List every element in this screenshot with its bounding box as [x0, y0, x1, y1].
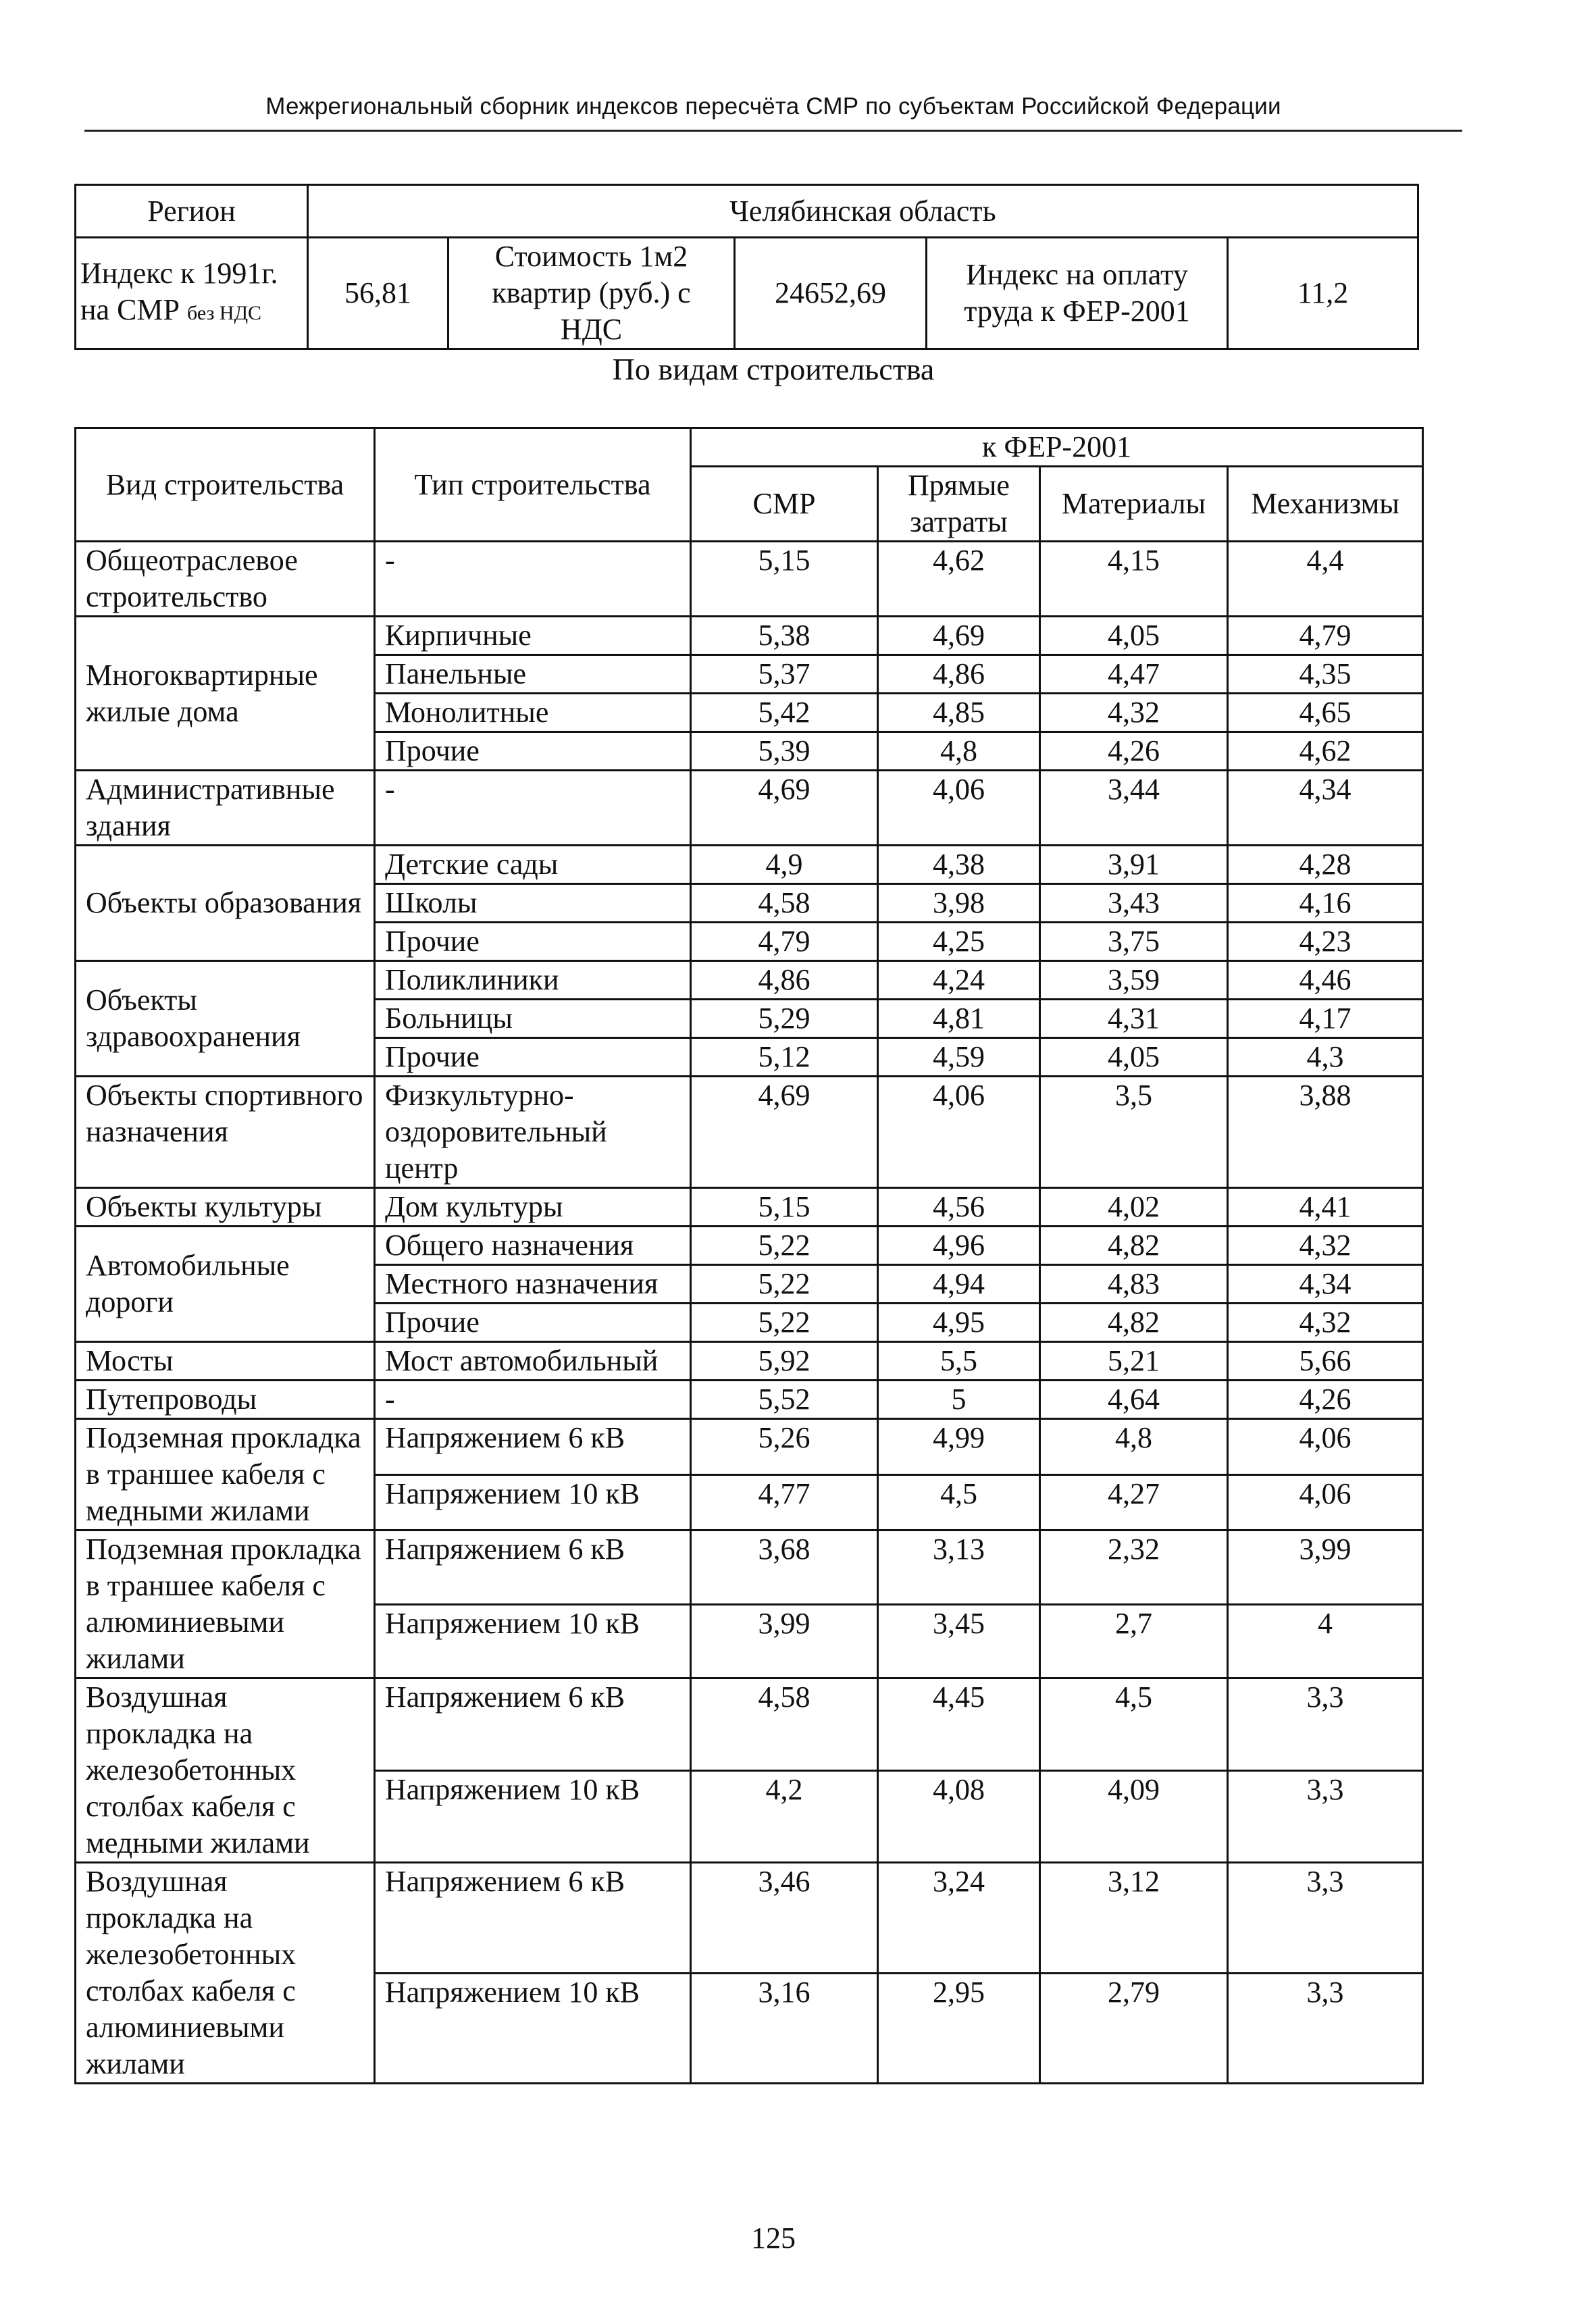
direct-index-cell: 4,45: [878, 1678, 1040, 1771]
materials-index-cell: 4,82: [1040, 1227, 1228, 1265]
smr-index-cell: 5,26: [691, 1419, 878, 1475]
smr-index-cell: 3,68: [691, 1531, 878, 1605]
construction-type-cell: Панельные: [375, 655, 691, 694]
construction-type-cell: Мост автомобильный: [375, 1342, 691, 1381]
table-row: [76, 1227, 1423, 1265]
construction-type-cell: Напряжением 10 кВ: [375, 1474, 691, 1531]
header-fer-group: к ФЕР-2001: [691, 428, 1423, 467]
construction-kind-cell: Объекты образования: [76, 846, 375, 961]
machines-index-cell: 4,46: [1228, 961, 1423, 1000]
header-machines: Механизмы: [1228, 467, 1423, 542]
direct-index-cell: 4,06: [878, 771, 1040, 846]
direct-index-cell: 4,06: [878, 1077, 1040, 1188]
machines-index-cell: 4,16: [1228, 884, 1423, 923]
table-row: [76, 1342, 1423, 1381]
direct-index-cell: 4,59: [878, 1038, 1040, 1077]
smr-index-cell: 4,79: [691, 923, 878, 961]
smr-index-cell: 5,37: [691, 655, 878, 694]
cost-label-line1: Стоимость 1м2: [494, 240, 688, 273]
table-row: [76, 771, 1423, 846]
smr-index-cell: 5,22: [691, 1304, 878, 1342]
index-1991-label-suffix: без НДС: [187, 301, 262, 324]
construction-type-cell: Напряжением 10 кВ: [375, 1770, 691, 1863]
materials-index-cell: 3,59: [1040, 961, 1228, 1000]
labor-label-line1: Индекс на оплату: [966, 258, 1188, 291]
direct-index-cell: 3,13: [878, 1531, 1040, 1605]
construction-type-cell: Напряжением 10 кВ: [375, 1973, 691, 2084]
construction-type-cell: Детские сады: [375, 846, 691, 884]
materials-index-cell: 2,32: [1040, 1531, 1228, 1605]
section-subtitle: По видам строительства: [612, 352, 935, 386]
materials-index-cell: 4,31: [1040, 1000, 1228, 1038]
materials-index-cell: 2,7: [1040, 1604, 1228, 1678]
materials-index-cell: 4,32: [1040, 694, 1228, 732]
construction-type-cell: Прочие: [375, 923, 691, 961]
direct-index-cell: 4,5: [878, 1474, 1040, 1531]
smr-index-cell: 4,86: [691, 961, 878, 1000]
materials-index-cell: 4,05: [1040, 617, 1228, 655]
smr-index-cell: 3,99: [691, 1604, 878, 1678]
materials-index-cell: 4,09: [1040, 1770, 1228, 1863]
direct-index-cell: 4,96: [878, 1227, 1040, 1265]
materials-index-cell: 5,21: [1040, 1342, 1228, 1381]
table-row: [76, 846, 1423, 884]
table-row: [76, 1188, 1423, 1227]
direct-index-cell: 5: [878, 1381, 1040, 1419]
smr-index-cell: 5,15: [691, 1188, 878, 1227]
direct-index-cell: 4,24: [878, 961, 1040, 1000]
construction-type-cell: Напряжением 6 кВ: [375, 1678, 691, 1771]
header-smr: СМР: [691, 467, 878, 542]
materials-index-cell: 4,47: [1040, 655, 1228, 694]
machines-index-cell: 4,34: [1228, 771, 1423, 846]
header-direct-costs: Прямые затраты: [878, 467, 1040, 542]
direct-index-cell: 4,94: [878, 1265, 1040, 1304]
table-row: [76, 617, 1423, 655]
construction-type-cell: Больницы: [375, 1000, 691, 1038]
materials-index-cell: 4,8: [1040, 1419, 1228, 1475]
construction-type-cell: -: [375, 542, 691, 617]
construction-kind-cell: Автомобильные дороги: [76, 1227, 375, 1342]
construction-kind-cell: Объекты спортивного назначения: [76, 1077, 375, 1188]
construction-type-cell: Дом культуры: [375, 1188, 691, 1227]
materials-index-cell: 4,05: [1040, 1038, 1228, 1077]
machines-index-cell: 4,35: [1228, 655, 1423, 694]
materials-index-cell: 3,75: [1040, 923, 1228, 961]
machines-index-cell: 4: [1228, 1604, 1423, 1678]
construction-type-cell: Поликлиники: [375, 961, 691, 1000]
construction-type-cell: Напряжением 6 кВ: [375, 1419, 691, 1475]
machines-index-cell: 4,26: [1228, 1381, 1423, 1419]
table-body: [76, 542, 1423, 2084]
construction-kind-cell: Объекты здравоохранения: [76, 961, 375, 1077]
direct-index-cell: 4,85: [878, 694, 1040, 732]
header-type: Тип строительства: [375, 428, 691, 542]
machines-index-cell: 4,62: [1228, 732, 1423, 771]
machines-index-cell: 4,06: [1228, 1419, 1423, 1475]
construction-kind-cell: Общеотраслевое строительство: [76, 542, 375, 617]
smr-index-cell: 4,69: [691, 1077, 878, 1188]
direct-index-cell: 4,38: [878, 846, 1040, 884]
region-value: Челябинская область: [308, 185, 1418, 238]
running-header: Межрегиональный сборник индексов пересчёта СМР по субъектам Российской Федерации: [265, 93, 1281, 120]
construction-type-cell: Местного назначения: [375, 1265, 691, 1304]
table-row: [76, 1678, 1423, 1771]
materials-index-cell: 3,5: [1040, 1077, 1228, 1188]
smr-index-cell: 5,22: [691, 1265, 878, 1304]
materials-index-cell: 4,64: [1040, 1381, 1228, 1419]
index-1991-label-smr: на СМР: [80, 292, 180, 326]
construction-type-cell: Прочие: [375, 1304, 691, 1342]
smr-index-cell: 4,58: [691, 884, 878, 923]
header-kind: Вид строительства: [76, 428, 375, 542]
machines-index-cell: 4,17: [1228, 1000, 1423, 1038]
index-1991-label-line2: [80, 292, 297, 332]
materials-index-cell: 3,91: [1040, 846, 1228, 884]
table-row: [76, 1077, 1423, 1188]
direct-index-cell: 3,45: [878, 1604, 1040, 1678]
materials-index-cell: 4,26: [1040, 732, 1228, 771]
direct-index-cell: 3,98: [878, 884, 1040, 923]
construction-kind-cell: Мосты: [76, 1342, 375, 1381]
smr-index-cell: 5,42: [691, 694, 878, 732]
labor-label-line2: труда к ФЕР-2001: [964, 294, 1190, 328]
smr-index-cell: 5,39: [691, 732, 878, 771]
machines-index-cell: 3,3: [1228, 1678, 1423, 1771]
page-number: 125: [751, 2221, 796, 2255]
smr-index-cell: 5,29: [691, 1000, 878, 1038]
construction-type-cell: Напряжением 6 кВ: [375, 1863, 691, 1974]
materials-index-cell: 2,79: [1040, 1973, 1228, 2084]
index-1991-label: [76, 238, 308, 349]
smr-index-cell: 5,52: [691, 1381, 878, 1419]
materials-index-cell: 4,27: [1040, 1474, 1228, 1531]
materials-index-cell: 4,15: [1040, 542, 1228, 617]
machines-index-cell: 4,32: [1228, 1227, 1423, 1265]
construction-index-table: [74, 427, 1424, 2084]
index-1991-label-line1: Индекс к 1991г.: [80, 256, 278, 290]
materials-index-cell: 4,02: [1040, 1188, 1228, 1227]
machines-index-cell: 4,3: [1228, 1038, 1423, 1077]
direct-index-cell: 4,81: [878, 1000, 1040, 1038]
materials-index-cell: 3,44: [1040, 771, 1228, 846]
direct-index-cell: 4,99: [878, 1419, 1040, 1475]
table-row: [76, 542, 1423, 617]
smr-index-cell: 4,69: [691, 771, 878, 846]
smr-index-cell: 5,12: [691, 1038, 878, 1077]
materials-index-cell: 4,83: [1040, 1265, 1228, 1304]
direct-index-cell: 4,08: [878, 1770, 1040, 1863]
cost-per-m2-value: 24652,69: [735, 238, 927, 349]
direct-index-cell: 5,5: [878, 1342, 1040, 1381]
table-row: [76, 1381, 1423, 1419]
machines-index-cell: 4,41: [1228, 1188, 1423, 1227]
machines-index-cell: 4,32: [1228, 1304, 1423, 1342]
machines-index-cell: 4,28: [1228, 846, 1423, 884]
construction-kind-cell: Воздушная прокладка на железобетонных столбах кабеля с медными жилами: [76, 1678, 375, 1863]
labor-index-value: 11,2: [1228, 238, 1418, 349]
table-row: [76, 1419, 1423, 1475]
direct-index-cell: 4,62: [878, 542, 1040, 617]
machines-index-cell: 4,79: [1228, 617, 1423, 655]
construction-type-cell: Напряжением 6 кВ: [375, 1531, 691, 1605]
index-1991-value: 56,81: [308, 238, 448, 349]
smr-index-cell: 4,58: [691, 1678, 878, 1771]
construction-type-cell: -: [375, 771, 691, 846]
materials-index-cell: 3,12: [1040, 1863, 1228, 1974]
region-label: Регион: [76, 185, 308, 238]
construction-type-cell: Прочие: [375, 1038, 691, 1077]
table-row: [76, 1863, 1423, 1974]
smr-index-cell: 3,16: [691, 1973, 878, 2084]
construction-kind-cell: Многоквартирные жилые дома: [76, 617, 375, 771]
construction-type-cell: Общего назначения: [375, 1227, 691, 1265]
machines-index-cell: 3,88: [1228, 1077, 1423, 1188]
construction-kind-cell: Путепроводы: [76, 1381, 375, 1419]
machines-index-cell: 4,23: [1228, 923, 1423, 961]
labor-index-label: [927, 238, 1228, 349]
smr-index-cell: 3,46: [691, 1863, 878, 1974]
smr-index-cell: 5,22: [691, 1227, 878, 1265]
machines-index-cell: 4,34: [1228, 1265, 1423, 1304]
smr-index-cell: 5,15: [691, 542, 878, 617]
construction-kind-cell: Объекты культуры: [76, 1188, 375, 1227]
machines-index-cell: 4,06: [1228, 1474, 1423, 1531]
direct-index-cell: 4,56: [878, 1188, 1040, 1227]
machines-index-cell: 4,4: [1228, 542, 1423, 617]
construction-type-cell: Напряжением 10 кВ: [375, 1604, 691, 1678]
header-materials: Материалы: [1040, 467, 1228, 542]
smr-index-cell: 4,2: [691, 1770, 878, 1863]
construction-type-cell: Монолитные: [375, 694, 691, 732]
construction-type-cell: -: [375, 1381, 691, 1419]
materials-index-cell: 4,82: [1040, 1304, 1228, 1342]
machines-index-cell: 3,3: [1228, 1863, 1423, 1974]
header-rule: [84, 130, 1462, 132]
machines-index-cell: 3,99: [1228, 1531, 1423, 1605]
construction-kind-cell: Подземная прокладка в траншее кабеля с алюминиевыми жилами: [76, 1531, 375, 1678]
cost-label-line2: квартир (руб.) с НДС: [492, 276, 691, 346]
machines-index-cell: 3,3: [1228, 1973, 1423, 2084]
table-row: [76, 1531, 1423, 1605]
materials-index-cell: 4,5: [1040, 1678, 1228, 1771]
machines-index-cell: 4,65: [1228, 694, 1423, 732]
construction-type-cell: Физкультурно-оздоровительный центр: [375, 1077, 691, 1188]
region-info-table: [74, 184, 1419, 350]
construction-type-cell: Школы: [375, 884, 691, 923]
construction-kind-cell: Подземная прокладка в траншее кабеля с медными жилами: [76, 1419, 375, 1531]
smr-index-cell: 5,92: [691, 1342, 878, 1381]
materials-index-cell: 3,43: [1040, 884, 1228, 923]
table-row: [76, 961, 1423, 1000]
construction-kind-cell: Воздушная прокладка на железобетонных столбах кабеля с алюминиевыми жилами: [76, 1863, 375, 2084]
direct-index-cell: 4,86: [878, 655, 1040, 694]
construction-type-cell: Кирпичные: [375, 617, 691, 655]
construction-type-cell: Прочие: [375, 732, 691, 771]
direct-index-cell: 4,8: [878, 732, 1040, 771]
direct-index-cell: 4,25: [878, 923, 1040, 961]
direct-index-cell: 4,95: [878, 1304, 1040, 1342]
construction-kind-cell: Административные здания: [76, 771, 375, 846]
direct-index-cell: 3,24: [878, 1863, 1040, 1974]
direct-index-cell: 2,95: [878, 1973, 1040, 2084]
smr-index-cell: 4,9: [691, 846, 878, 884]
smr-index-cell: 5,38: [691, 617, 878, 655]
smr-index-cell: 4,77: [691, 1474, 878, 1531]
cost-per-m2-label: [448, 238, 735, 349]
machines-index-cell: 3,3: [1228, 1770, 1423, 1863]
direct-index-cell: 4,69: [878, 617, 1040, 655]
machines-index-cell: 5,66: [1228, 1342, 1423, 1381]
